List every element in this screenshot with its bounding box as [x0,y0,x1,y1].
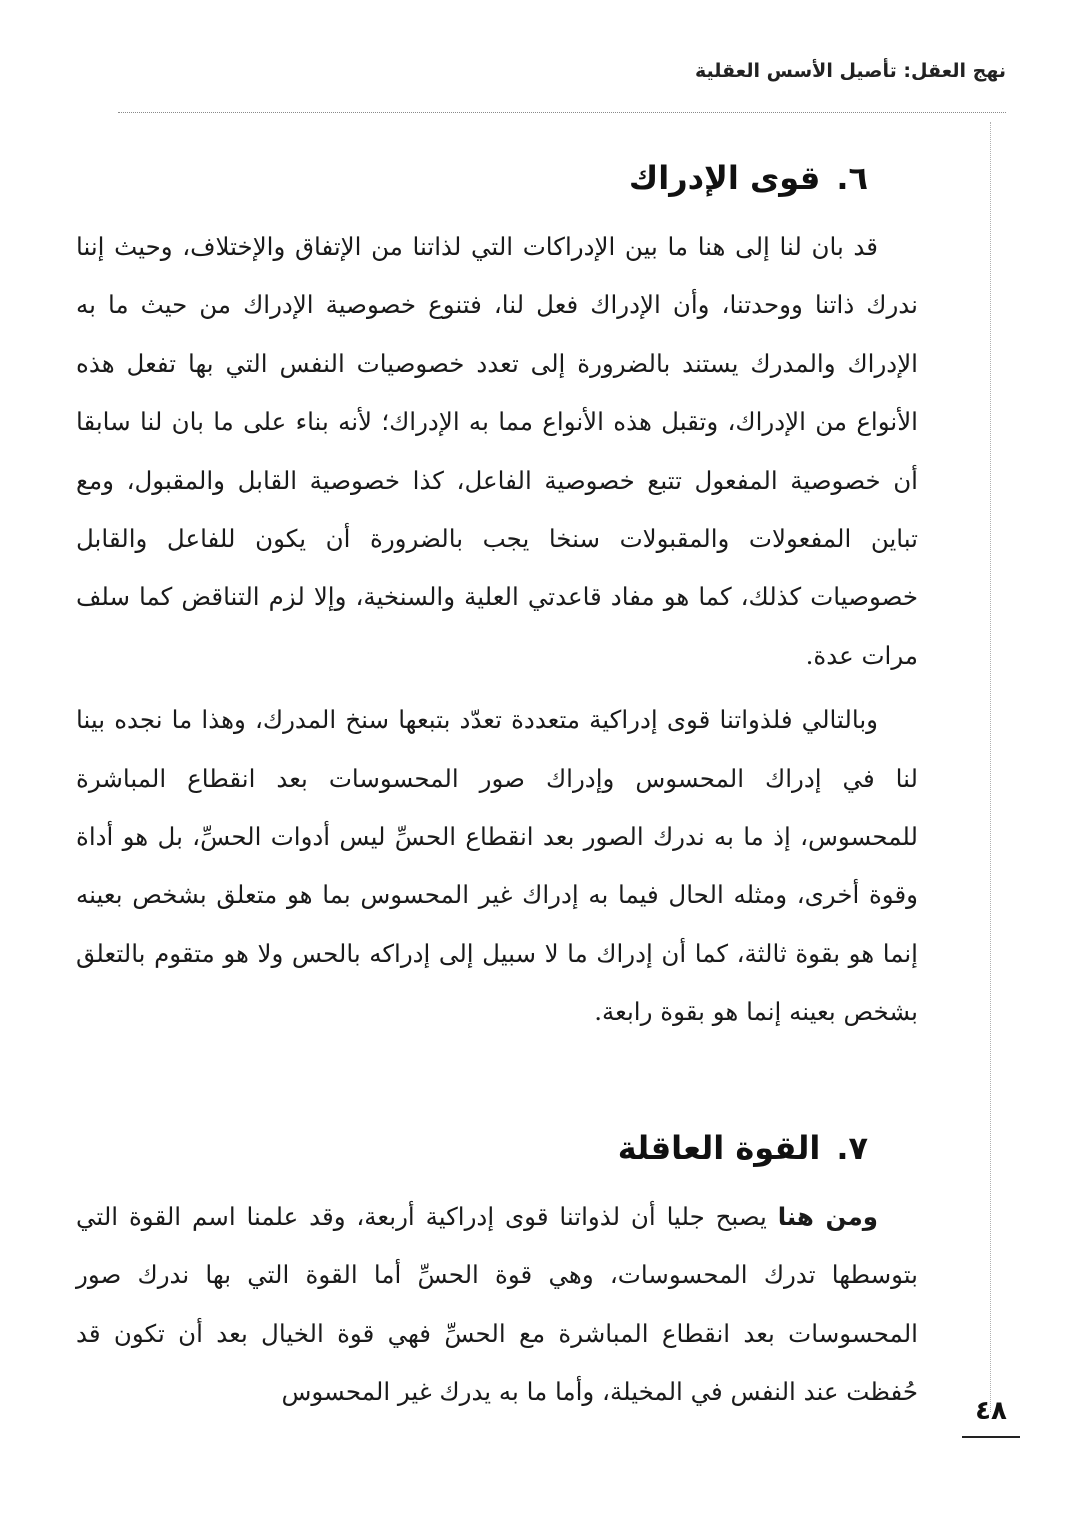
section-number: ٧. [836,1128,868,1167]
paragraph: وبالتالي فلذواتنا قوى إدراكية متعددة تعدّد بتبعها سنخ المدرك، وهذا ما نجده بينا لنا في إدراك المحسوس وإدراك صور المحسوسات بعد انقطاع المباشرة للمحسوس، إذ ما به ندرك الصور بعد انقطاع الحسِّ ليس أدوات الحسِّ، بل هو أداة وقوة أخرى، ومثله الحال فيما به إدراك غير المحسوس بما هو متعلق بشخص بعينه إنما هو بقوة ثالثة، كما أن إدراك ما لا سبيل إلى إدراكه بالحس ولا هو متقوم بالتعلق بشخص بعينه إنما هو بقوة رابعة. [76,705,918,1027]
page-body [76,150,918,1427]
section-heading-7 [76,1120,868,1176]
page-number: ٤٨ [975,1396,1007,1426]
running-header-title: نهج العقل: تأصيل الأسس العقلية [694,60,1006,82]
margin-divider [990,122,991,1412]
paragraph: قد بان لنا إلى هنا ما بين الإدراكات التي لذاتنا من الإتفاق والإختلاف، وحيث إننا ندرك ذاتنا ووحدتنا، وأن الإدراك فعل لنا، فتنوع خصوصية الإدراك من حيث ما به الإدراك والمدرك يستند بالضرورة إلى تعدد خصوصيات النفس التي بها تفعل هذه الأنواع من الإدراك، وتقبل هذه الأنواع مما به الإدراك؛ لأنه بناء على ما بان لنا سابقا أن خصوصية المفعول تتبع خصوصية الفاعل، كذا خصوصية القابل والمقبول، ومع تباين المفعولات والمقبولات سنخا يجب بالضرورة أن يكون للفاعل والقابل خصوصيات كذلك، كما هو مفاد قاعدتي العلية والسنخية، وإلا لزم التناقض كما سلف مرات عدة. [76,232,918,670]
section-title: القوة العاقلة [617,1128,821,1167]
paragraph-lead-phrase: ومن هنا [777,1201,878,1231]
section-title: قوى الإدراك [628,159,821,197]
page-number-underline [962,1436,1020,1438]
header-divider [118,112,1006,113]
paragraph [76,1188,918,1422]
section-number: ٦. [836,159,868,197]
section-heading-6 [76,150,868,206]
paragraph-text: يصبح جليا أن لذواتنا قوى إدراكية أربعة، وقد علمنا اسم القوة التي بتوسطها تدرك المحسوسات، وهي قوة الحسِّ أما القوة التي بها ندرك صور المحسوسات بعد انقطاع المباشرة مع الحسِّ فهي قوة الخيال بعد أن تكون قد حُفظت عند النفس في المخيلة، وأما ما به يدرك غير المحسوس [76,1201,918,1406]
